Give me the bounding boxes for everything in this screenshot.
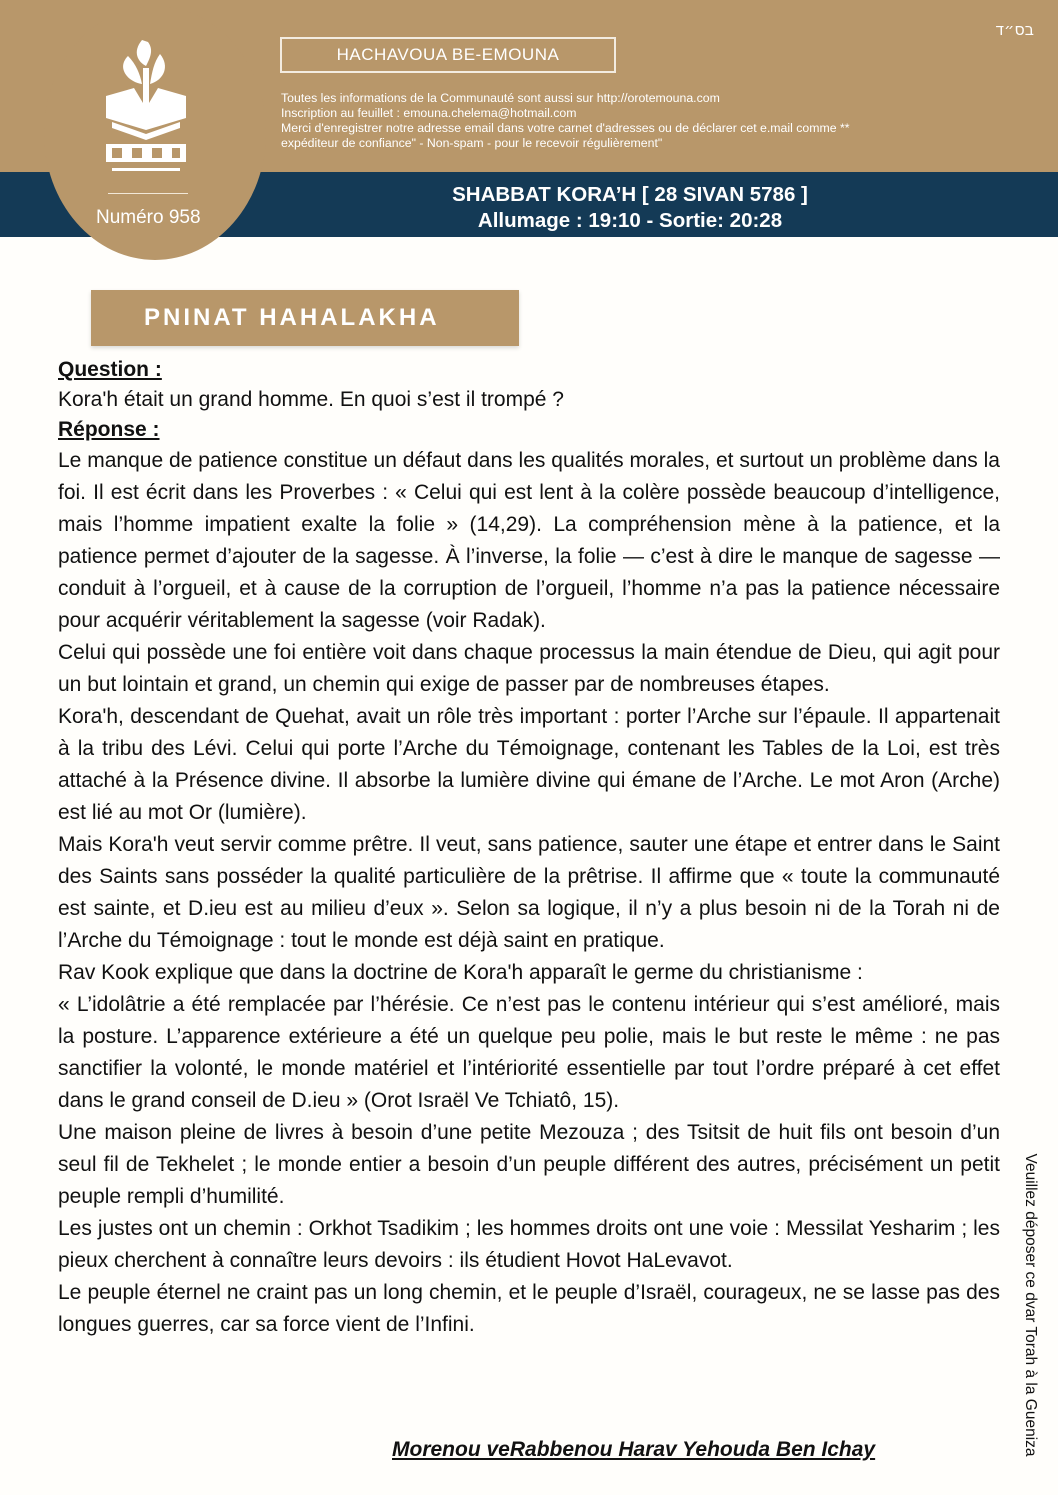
shabbat-info bbox=[330, 182, 930, 234]
paragraph: Rav Kook explique que dans la doctrine de Kora'h apparaît le germe du christianisme : bbox=[58, 961, 863, 984]
info-line: Toutes les informations de la Communauté sont aussi sur http://orotemouna.com bbox=[281, 91, 720, 105]
shabbat-times: Allumage : 19:10 - Sortie: 20:28 bbox=[477, 209, 783, 232]
paragraph: Mais Kora'h veut servir comme prêtre. Il veut, sans patience, sauter une étape et entrer dans le Saint des Saints sans posséder la qualité particulière de la prêtrise. Il affirme que « toute la communauté est sainte, et D.ieu est au milieu d’eux ». Selon sa logique, il n’y a plus besoin ni de la Torah ni de l’Arche du Témoignage : tout le monde est déjà saint en pratique. bbox=[58, 833, 1000, 952]
info-line: Inscription au feuillet : emouna.chelema@hotmail.com bbox=[281, 106, 577, 120]
author-signature: Morenou veRabbenou Harav Yehouda Ben Ichay bbox=[392, 1438, 876, 1461]
question-text: Kora'h était un grand homme. En quoi s’est il trompé ? bbox=[58, 388, 564, 411]
shabbat-title: SHABBAT KORA’H [ 28 SIVAN 5786 ] bbox=[452, 183, 808, 206]
info-line: expéditeur de confiance" - Non-spam - pour le recevoir régulièrement" bbox=[281, 136, 663, 150]
newsletter-title: HACHAVOUA BE-EMOUNA bbox=[280, 37, 616, 73]
reponse-label: Réponse : bbox=[58, 418, 160, 441]
paragraph: Une maison pleine de livres à besoin d’une petite Mezouza ; des Tsitsit de huit fils ont besoin d’un seul fil de Tekhelet ; le monde entier a besoin d’un peuple différent des autres, précisément un petit peuple rempli d’humilité. bbox=[58, 1121, 1000, 1208]
paragraph: Le manque de patience constitue un défaut dans les qualités morales, et surtout un problème dans la foi. Il est écrit dans les Proverbes : « Celui qui est lent à la colère possède beaucoup d’intelligence, mais l’homme impatient exalte la folie » (14,29). La compréhension mène à la patience, et la patience permet d’ajouter de la sagesse. À l’inverse, la folie — c’est à dire le manque de sagesse — conduit à l’orgueil, et à cause de la corruption de l’orgueil, l’homme n’a pas la patience nécessaire pour acquérir véritablement la sagesse (voir Radak). bbox=[58, 449, 1000, 632]
paragraph: Celui qui possède une foi entière voit dans chaque processus la main étendue de Dieu, qui agit pour un but lointain et grand, un chemin qui exige de passer par de nombreuses étapes. bbox=[58, 641, 1000, 696]
logo-divider bbox=[108, 193, 188, 194]
paragraph: Le peuple éternel ne craint pas un long chemin, et le peuple d’Israël, courageux, ne se lasse pas des longues guerres, car sa force vient de l’Infini. bbox=[58, 1281, 1000, 1336]
issue-number: Numéro 958 bbox=[96, 207, 201, 228]
emouna-logo-icon bbox=[98, 38, 194, 178]
guenizah-note: Veuillez déposer ce dvar Torah à la Guenizа bbox=[1022, 1153, 1039, 1457]
article-body bbox=[58, 355, 1000, 1341]
header-info bbox=[281, 91, 961, 151]
paragraph: Kora'h, descendant de Quehat, avait un rôle très important : porter l’Arche sur l’épaule. Il appartenait à la tribu des Lévi. Celui qui porte l’Arche du Témoignage, contenant les Tables de la Loi, est très attaché à la Présence divine. Il absorbe la lumière divine qui émane de l’Arche. Le mot Aron (Arche) est lié au mot Or (lumière). bbox=[58, 705, 1000, 824]
paragraph: Les justes ont un chemin : Orkhot Tsadikim ; les hommes droits ont une voie : Messilat Yesharim ; les pieux cherchent à connaître leurs devoirs : ils étudient Hovot HaLevavot. bbox=[58, 1217, 1000, 1272]
paragraph: « L’idolâtrie a été remplacée par l’hérésie. Ce n’est pas le contenu intérieur qui s’est amélioré, mais la posture. L’apparence extérieure a été un quelque peu polie, mais le but reste le même : ne pas sanctifier la volonté, le monde matériel et l’intériorité essentielle par tout l’ordre préparé à cet effet dans le grand conseil de D.ieu » (Orot Israël Ve Tchiatô, 15). bbox=[58, 993, 1000, 1112]
section-title: PNINAT HAHALAKHA bbox=[91, 290, 519, 346]
info-line: Merci d'enregistrer notre adresse email dans votre carnet d'adresses ou de déclarer cet e.mail comme ** bbox=[281, 121, 850, 135]
bsd-mark: בס״ד bbox=[995, 20, 1034, 39]
question-label: Question : bbox=[58, 358, 162, 381]
